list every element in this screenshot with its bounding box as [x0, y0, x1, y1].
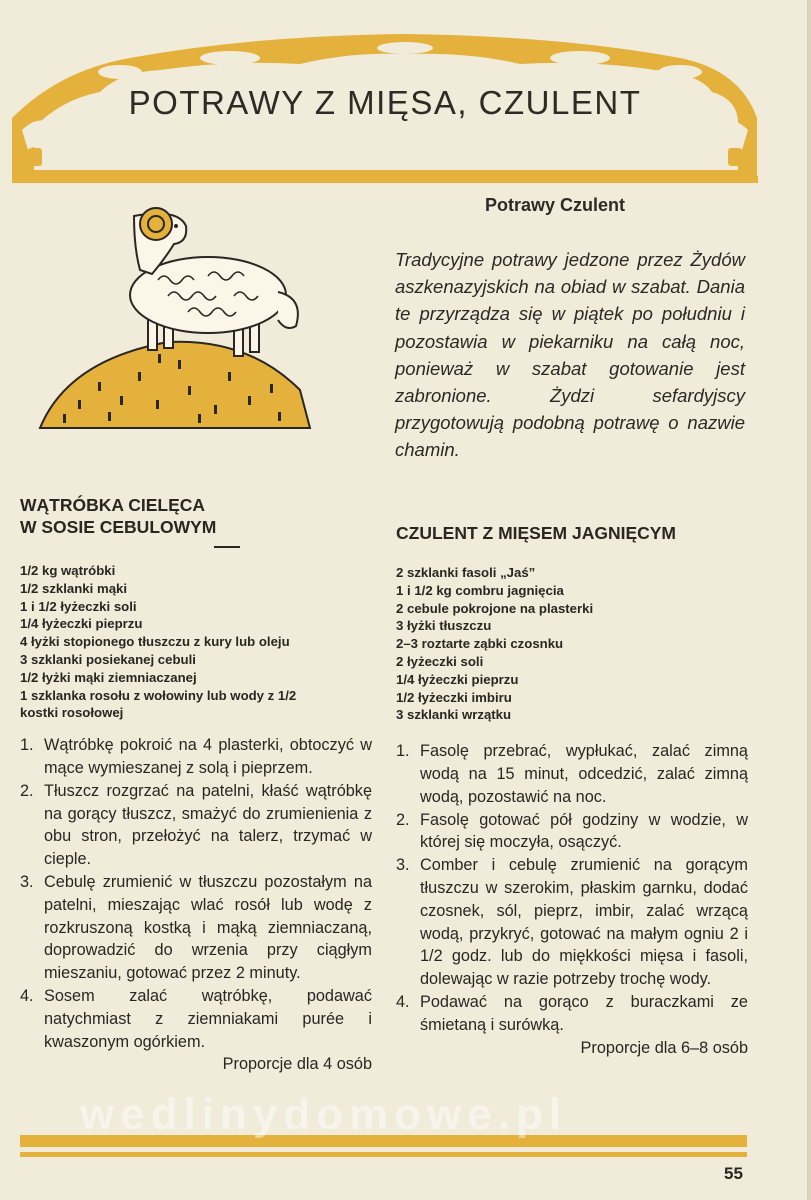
recipe-left-title-line1: WĄTRÓBKA CIELĘCA [20, 495, 206, 515]
step-text: Tłuszcz rozgrzać na patelni, kłaść wątróbkę na gorący tłuszcz, smażyć do zrumienienia z obu stron, przełożyć na talerz, trzymać w cieple. [44, 781, 372, 869]
recipe-right-portions: Proporcje dla 6–8 osób [580, 1038, 748, 1057]
step-item [20, 871, 372, 985]
ingredient-item: 4 łyżki stopionego tłuszczu z kury lub oleju [20, 634, 290, 650]
recipe-right-steps [396, 740, 748, 1036]
ingredient-item: 1/4 łyżeczki pieprzu [396, 671, 519, 687]
intro-text: Tradycyjne potrawy jedzone przez Żydów aszkenazyjskich na obiad w szabat. Dania te przyrządza się w piątek po południu i pozostawia w piekarniku na całą noc, ponieważ w szabat gotowanie jest zabronione. Żydzi sefardyjscy przygotowują podobną potrawę o nazwie chamin. [395, 249, 745, 461]
ingredient-item: 3 szklanki wrzątku [396, 707, 512, 723]
sheep-on-hill-icon [38, 200, 313, 435]
recipe-left-portions: Proporcje dla 4 osób [222, 1055, 372, 1074]
ingredient-item: 1/2 łyżeczki imbiru [396, 689, 512, 705]
ingredient-item: 3 szklanki posiekanej cebuli [20, 651, 196, 667]
page-number: 55 [724, 1164, 743, 1183]
ingredient-item: 1/2 szklanki mąki [20, 580, 128, 596]
step-text: Fasolę gotować pół godziny w wodzie, w której się moczyła, osączyć. [420, 810, 748, 852]
step-item [20, 985, 372, 1053]
intro-heading: Potrawy Czulent [485, 195, 626, 215]
step-item [20, 734, 372, 780]
ingredient-item: 3 łyżki tłuszczu [396, 618, 492, 634]
step-number: 1. [20, 736, 34, 755]
recipe-left-title-line2: W SOSIE CEBULOWYM [20, 517, 217, 537]
ingredient-item: 1/4 łyżeczki pieprzu [20, 616, 143, 632]
recipe-right-ingredients [396, 564, 748, 724]
footer-band-thin [20, 1152, 747, 1157]
watermark: wedlinydomowe.pl [80, 1090, 568, 1139]
step-number: 3. [20, 872, 34, 891]
ingredient-item: kostki rosołowej [20, 705, 124, 721]
step-item [396, 740, 748, 808]
recipe-right-title: CZULENT Z MIĘSEM JAGNIĘCYM [396, 523, 677, 543]
step-number: 2. [396, 810, 410, 829]
ingredient-item: 1/2 kg wątróbki [20, 563, 116, 578]
recipe-left-steps [20, 734, 372, 1053]
step-item [396, 854, 748, 991]
scan-edge [807, 0, 811, 1200]
step-number: 2. [20, 781, 34, 800]
step-text: Podawać na gorąco z buraczkami ze śmietaną i surówką. [420, 992, 748, 1034]
step-number: 4. [20, 986, 34, 1005]
ingredient-item: 1/2 łyżki mąki ziemniaczanej [20, 669, 197, 685]
ingredient-item: 1 szklanka rosołu z wołowiny lub wody z 1/2 [20, 687, 297, 703]
step-text: Wątróbkę pokroić na 4 plasterki, obtoczyć w mące wymieszanej z solą i pieprzem. [44, 736, 372, 777]
step-number: 4. [396, 992, 410, 1011]
step-item [20, 780, 372, 871]
step-text: Comber i cebulę zrumienić na gorącym tłuszczu w szerokim, płaskim garnku, dodać czosnek, sól, pieprz, imbir, zalać wrzącą wodą, przykryć, gotować na małym ogniu 2 i 1/2 godz. lub do miękkości mięsa i fasoli, dolewając w razie potrzeby trochę wody. [420, 856, 748, 989]
ingredient-item: 1 i 1/2 łyżeczki soli [20, 598, 137, 614]
title-divider [214, 546, 240, 548]
step-text: Sosem zalać wątróbkę, podawać natychmiast z ziemniakami purée i kwaszonym ogórkiem. [44, 986, 372, 1051]
step-item [396, 991, 748, 1037]
header-banner [0, 0, 811, 200]
page-title: POTRAWY Z MIĘSA, CZULENT [128, 84, 642, 121]
step-item [396, 809, 748, 855]
step-text: Cebulę zrumienić w tłuszczu pozostałym na patelni, mieszając wlać rosół lub wodę z rozkruszoną kostką i mąką ziemniaczaną, doprowadzić do wrzenia przy ciągłym mieszaniu, gotować przez 2 minuty. [44, 872, 372, 983]
step-text: Fasolę przebrać, wypłukać, zalać zimną wodą na 15 minut, odcedzić, zalać zimną wodą, pozostawić na noc. [420, 742, 748, 806]
ingredient-item: 2 łyżeczki soli [396, 653, 484, 669]
recipe-left [20, 494, 372, 1075]
recipe-right [396, 522, 748, 1059]
ingredient-item: 2 szklanki fasoli „Jaś” [396, 565, 536, 580]
recipe-left-title [20, 494, 372, 538]
ingredient-item: 2 cebule pokrojone na plasterki [396, 600, 594, 616]
recipe-left-ingredients [20, 562, 372, 722]
ingredient-item: 1 i 1/2 kg combru jagnięcia [396, 582, 564, 598]
step-number: 1. [396, 742, 410, 761]
step-number: 3. [396, 856, 410, 875]
ingredient-item: 2–3 roztarte ząbki czosnku [396, 636, 564, 652]
